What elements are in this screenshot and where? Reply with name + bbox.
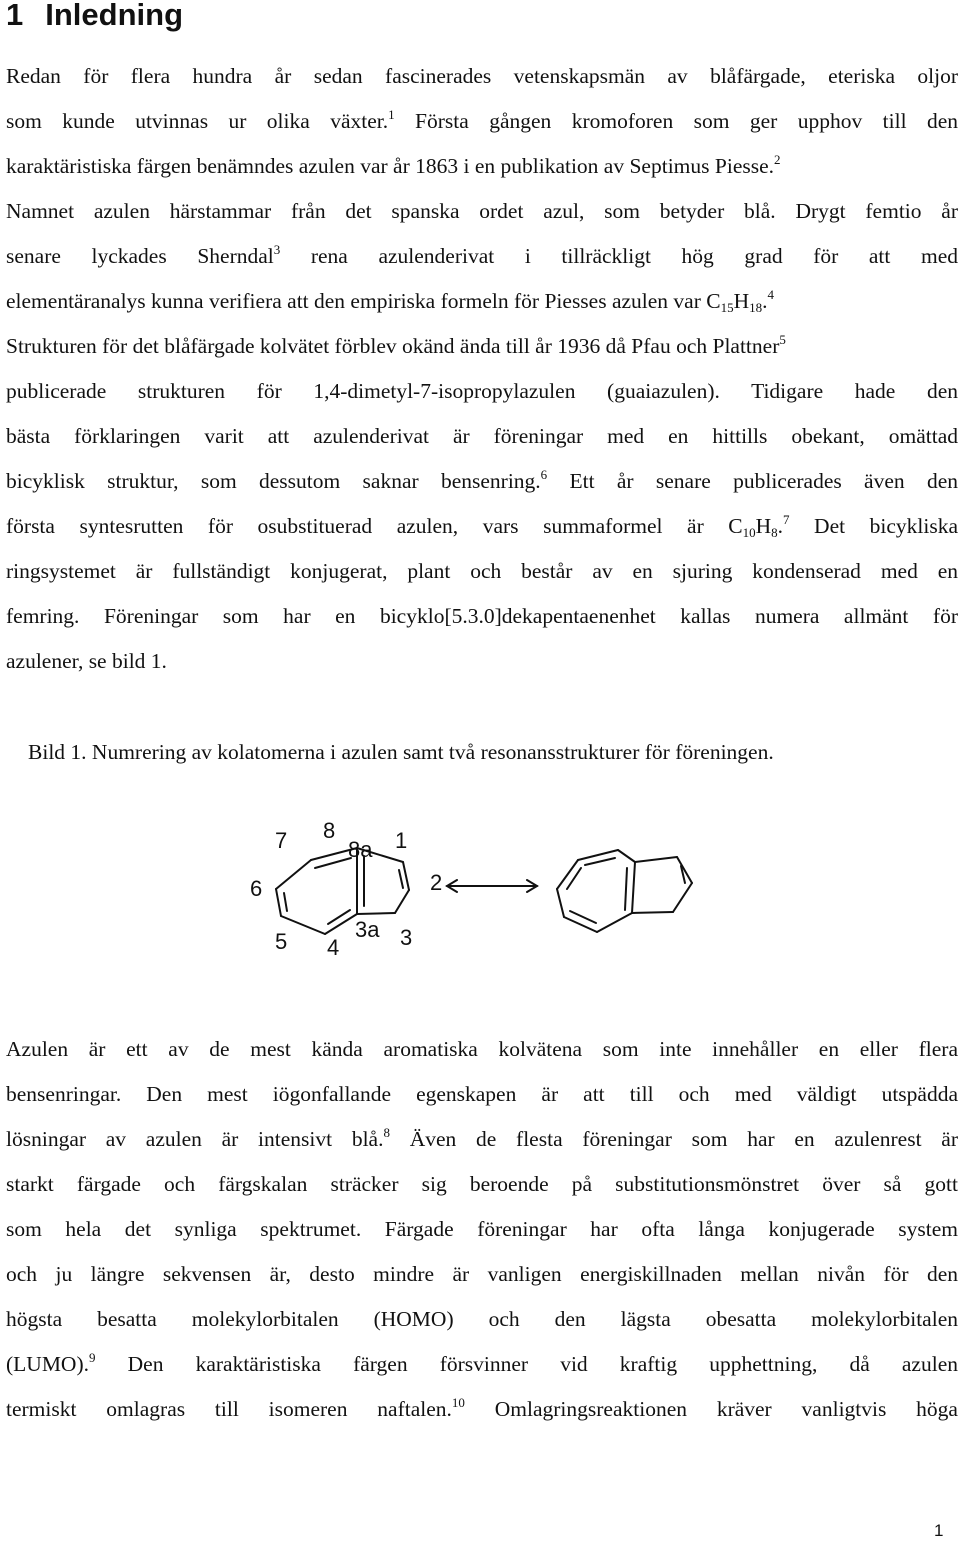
citation-ref: 1 bbox=[388, 107, 395, 122]
resonance-arrow bbox=[447, 880, 537, 892]
text-line: starkt färgade och färgskalan sträcker sig beroende på substitutionsmönstret över så gott bbox=[6, 1172, 958, 1196]
text-line: och ju längre sekvensen är, desto mindre är vanligen energiskillnaden mellan nivån för den bbox=[6, 1262, 958, 1286]
atom-label-3a: 3a bbox=[355, 917, 380, 942]
atom-label-1: 1 bbox=[395, 828, 408, 853]
citation-ref: 7 bbox=[783, 512, 790, 527]
citation-ref: 5 bbox=[779, 332, 786, 347]
atom-label-8: 8 bbox=[323, 818, 336, 843]
atom-label-4: 4 bbox=[327, 935, 340, 960]
atom-label-5: 5 bbox=[275, 929, 288, 954]
atom-label-7: 7 bbox=[275, 828, 288, 853]
text-line: Azulen är ett av de mest kända aromatiska kolvätena som inte innehåller en eller flera bbox=[6, 1037, 958, 1061]
azulene-numbered-structure bbox=[276, 848, 409, 934]
text-line: elementäranalys kunna verifiera att den empiriska formeln för Piesses azulen var $C_{15}H_{18}.^4$ bbox=[6, 287, 775, 315]
citation-ref: 3 bbox=[273, 242, 281, 257]
text-line: bensenringar. Den mest iögonfallande egenskapen är att till och med väldigt utspädda bbox=[6, 1082, 958, 1106]
section-number: 1 bbox=[6, 0, 24, 32]
atom-label-3: 3 bbox=[400, 925, 413, 950]
paragraph-intro bbox=[6, 54, 958, 684]
text-line: karaktäristiska färgen benämndes azulen var år 1863 i en publikation av Septimus Piesse.$^2$ bbox=[6, 152, 781, 178]
atom-label-2: 2 bbox=[430, 870, 443, 895]
text-line: azulener, se bild 1. bbox=[6, 649, 167, 673]
paragraph-azulene-properties bbox=[6, 1027, 958, 1432]
figure-caption: Bild 1. Numrering av kolatomerna i azulen samt två resonansstrukturer för föreningen. bbox=[28, 740, 774, 764]
section-title: Inledning bbox=[45, 0, 184, 32]
atom-label-8a: 8a bbox=[348, 837, 373, 862]
text-line: första syntesrutten för osubstituerad azulen, vars summaformel är $C_{10}H_8.^7$ Det bicykliska bbox=[6, 512, 958, 540]
citation-ref: 10 bbox=[451, 1395, 465, 1410]
text-line: ringsystemet är fullständigt konjugerat, plant och består av en sjuring kondenserad med en bbox=[6, 559, 958, 583]
text-line: som hela det synliga spektrumet. Färgade föreningar har ofta långa konjugerade system bbox=[6, 1217, 958, 1241]
text-line: lösningar av azulen är intensivt blå.$^8$ Även de flesta föreningar som har en azulenrest är bbox=[6, 1125, 958, 1151]
text-line: bästa förklaringen varit att azulenderivat är föreningar med en hittills obekant, omättad bbox=[6, 424, 958, 448]
text-line: bicyklisk struktur, som dessutom saknar bensenring.$^6$ Ett år senare publicerades även den bbox=[6, 467, 958, 493]
page-number: 1 bbox=[934, 1521, 944, 1540]
text-line: femring. Föreningar som har en bicyklo[5.3.0]dekapentaenenhet kallas numera allmänt för bbox=[6, 604, 958, 628]
citation-ref: 8 bbox=[383, 1125, 390, 1140]
citation-ref: 6 bbox=[540, 467, 548, 482]
azulene-resonance-structure bbox=[557, 850, 692, 932]
atom-label-6: 6 bbox=[250, 876, 263, 901]
section-heading bbox=[6, 0, 183, 34]
text-line: publicerade strukturen för 1,4-dimetyl-7-isopropylazulen (guaiazulen). Tidigare hade den bbox=[6, 379, 958, 403]
text-line: Namnet azulen härstammar från det spanska ordet azul, som betyder blå. Drygt femtio år bbox=[6, 199, 958, 223]
citation-ref: 2 bbox=[774, 152, 781, 167]
text-line: Strukturen för det blåfärgade kolvätet förblev okänd ända till år 1936 då Pfau och Plattner$^5$ bbox=[6, 332, 786, 358]
text-line: som kunde utvinnas ur olika växter.$^1$ Första gången kromoforen som ger upphov till den bbox=[6, 107, 958, 133]
text-line: (LUMO).$^9$ Den karaktäristiska färgen försvinner vid kraftig upphettning, då azulen bbox=[6, 1350, 958, 1376]
citation-ref: 4 bbox=[767, 287, 775, 302]
text-line: senare lyckades Sherndal$^3$ rena azulenderivat i tillräckligt hög grad för att med bbox=[6, 242, 958, 268]
citation-ref: 9 bbox=[89, 1350, 96, 1365]
text-line: termiskt omlagras till isomeren naftalen.$^{10}$ Omlagringsreaktionen kräver vanligtvis höga bbox=[6, 1395, 958, 1421]
text-line: Redan för flera hundra år sedan fascinerades vetenskapsmän av blåfärgade, eteriska oljor bbox=[6, 64, 958, 88]
text-line: högsta besatta molekylorbitalen (HOMO) och den lägsta obesatta molekylorbitalen bbox=[6, 1307, 958, 1331]
azulene-resonance-figure bbox=[245, 812, 715, 962]
